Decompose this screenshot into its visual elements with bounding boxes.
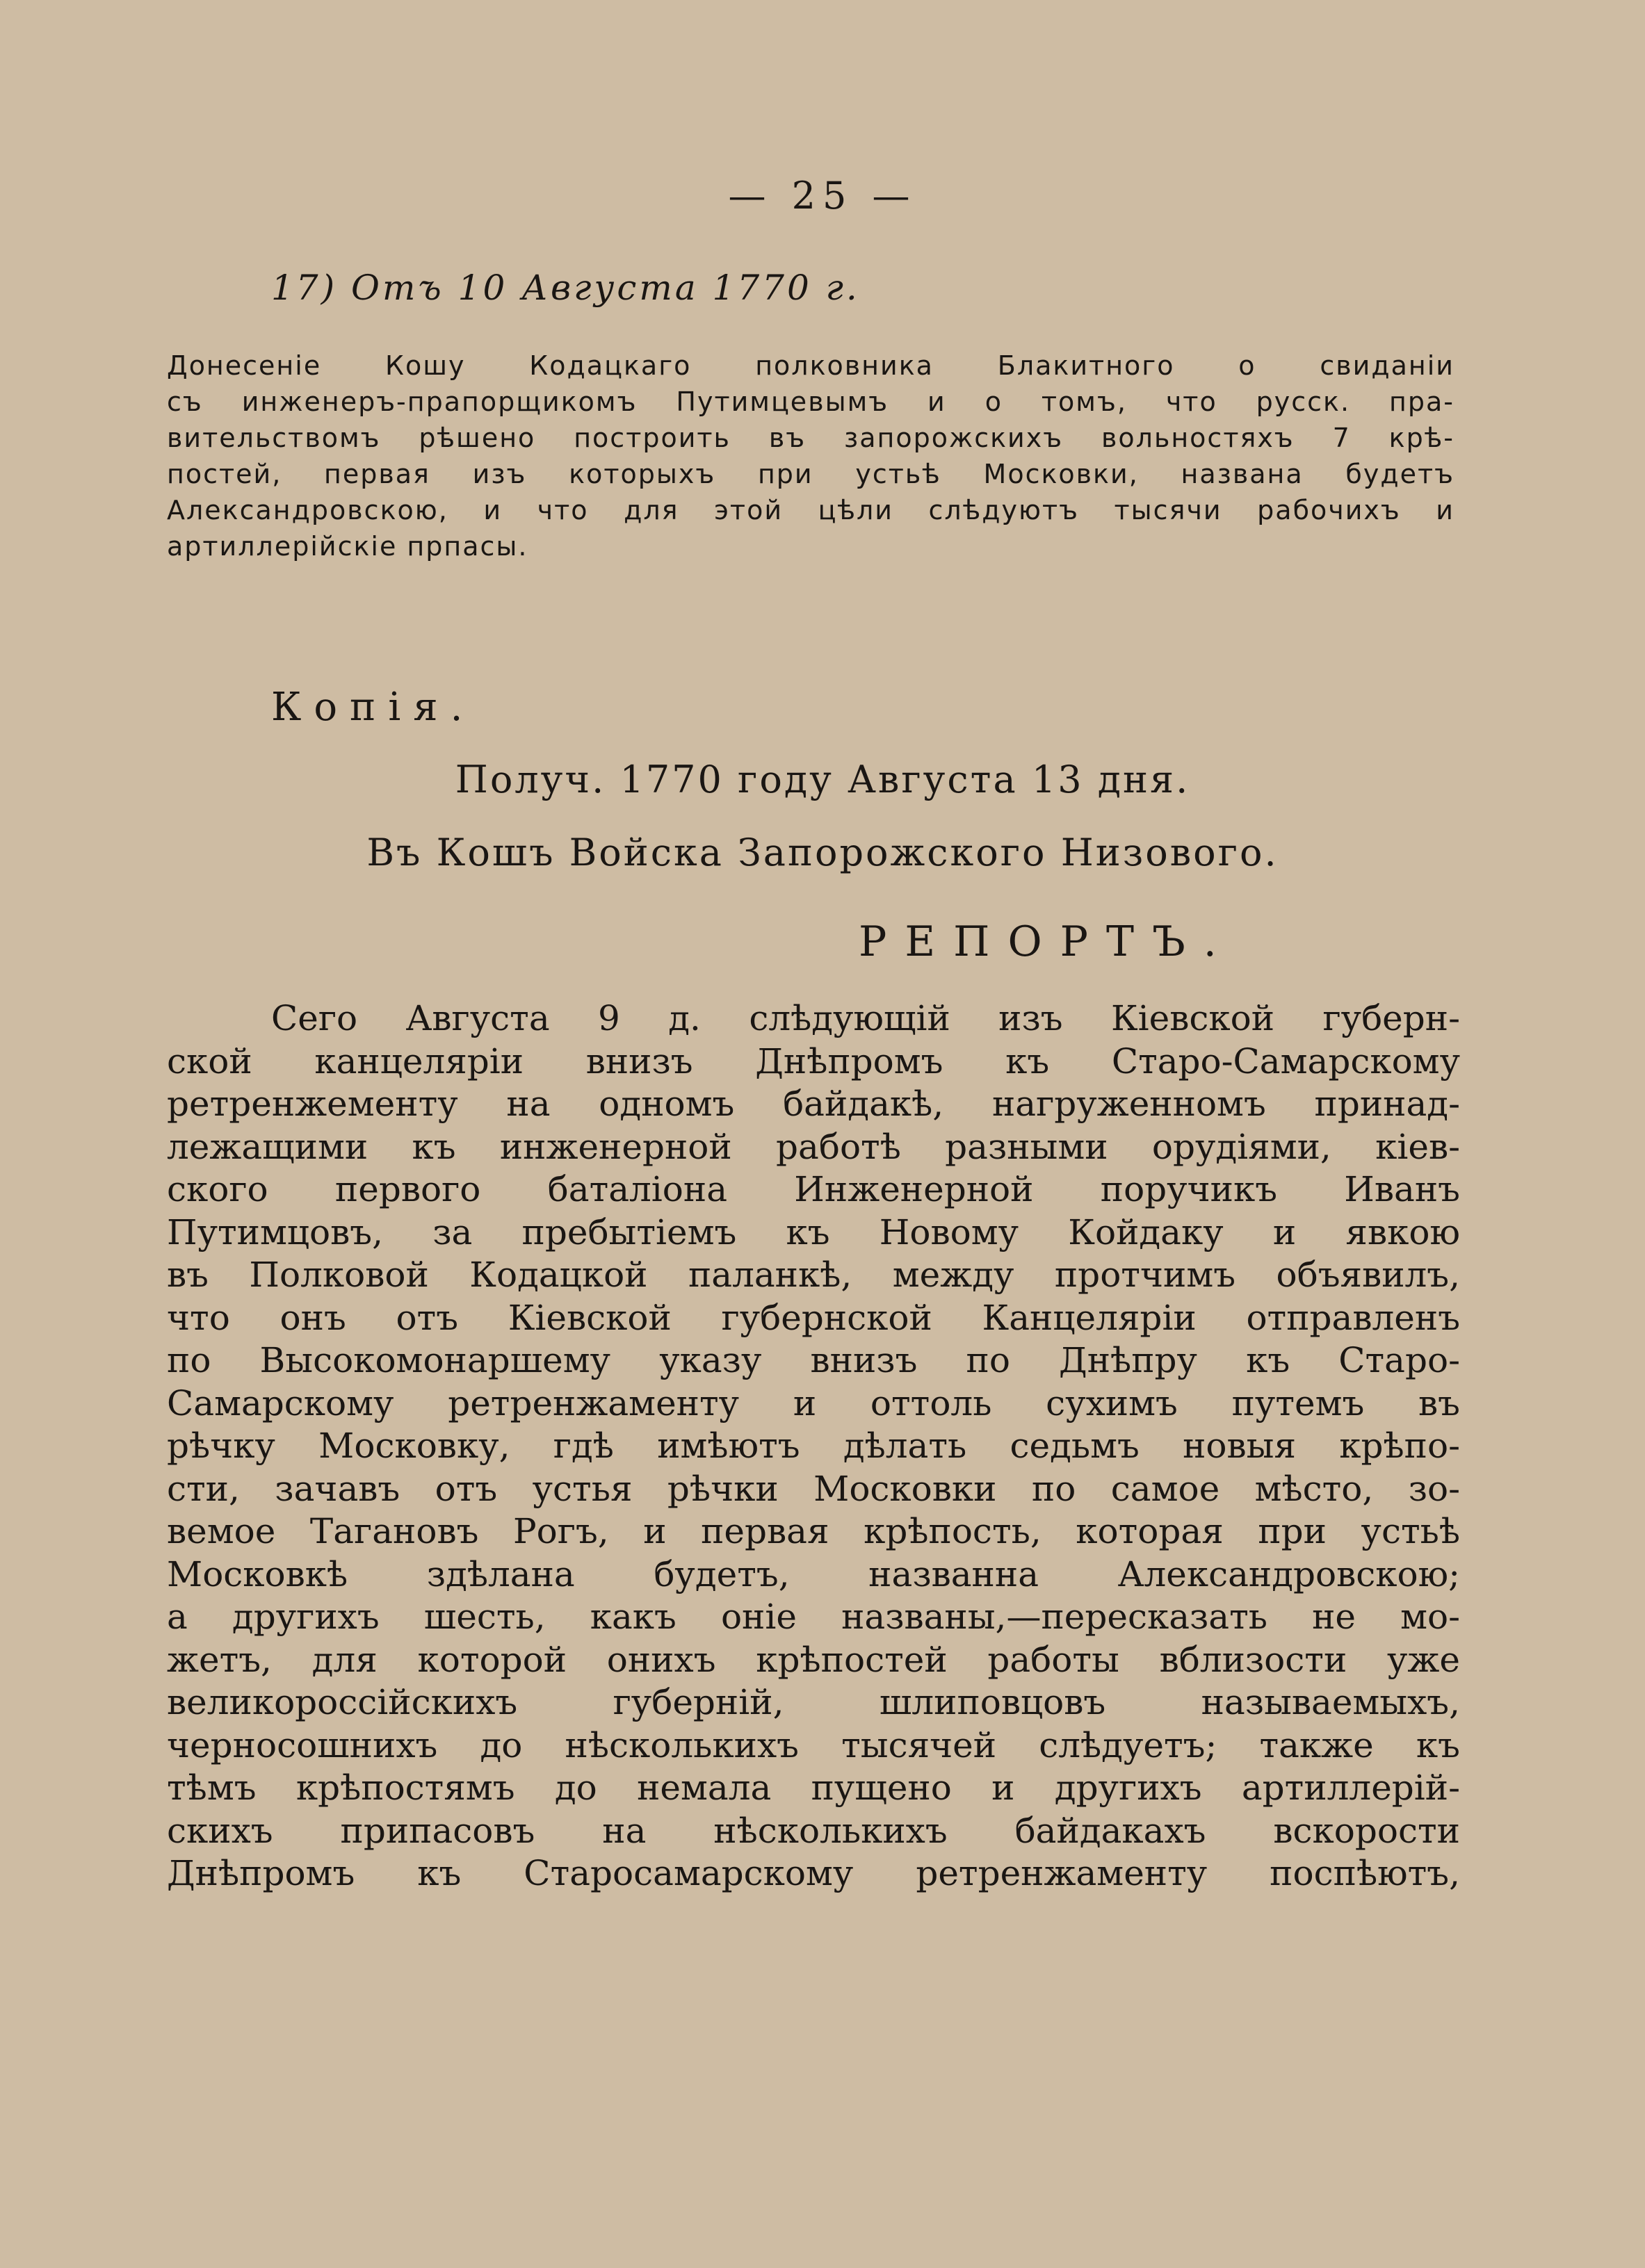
body-line: Самарскому ретренжаменту и оттоль сухимъ путемъ въ (167, 1382, 1460, 1423)
received-date: Получ. 1770 году Августа 13 дня. (455, 758, 1190, 801)
summary-line: постей, первая изъ которыхъ при устьѣ Московки, названа будетъ (167, 459, 1454, 489)
body-line: въ Полковой Кодацкой паланкѣ, между протчимъ объявилъ, (167, 1255, 1460, 1295)
body-line: черносошнихъ до нѣсколькихъ тысячей слѣдуетъ; также къ (167, 1724, 1460, 1765)
body-line: лежащими къ инженерной работѣ разными орудіями, кіев- (167, 1126, 1460, 1167)
document-summary (167, 348, 1454, 564)
report-title: РЕПОРТЪ. (859, 917, 1235, 966)
body-line: Сего Августа 9 д. слѣдующій изъ Кіевской губерн- (271, 998, 1460, 1038)
body-line: скихъ припасовъ на нѣсколькихъ байдакахъ вскорости (167, 1810, 1460, 1851)
addressee: Въ Кошъ Войска Запорожского Низового. (366, 831, 1279, 874)
body-line: сти, зачавъ отъ устья рѣчки Московки по самое мѣсто, зо- (167, 1468, 1460, 1509)
body-line: что онъ отъ Кіевской губернской Канцеляріи отправленъ (167, 1297, 1460, 1338)
body-line: ретренжементу на одномъ байдакѣ, нагруженномъ принад- (167, 1084, 1460, 1124)
report-body (167, 997, 1460, 1895)
body-line: тѣмъ крѣпостямъ до немала пущено и другихъ артиллерій- (167, 1768, 1460, 1808)
copy-label: Копія. (271, 685, 476, 730)
body-line: ской канцеляріи внизъ Днѣпромъ къ Старо-Самарскому (167, 1041, 1460, 1082)
document-heading: 17) Отъ 10 Августа 1770 г. (271, 268, 860, 308)
body-line: Московкѣ здѣлана будетъ, названна Александровскою; (167, 1553, 1460, 1594)
summary-line: Донесеніе Кошу Кодацкаго полковника Блакитного о свиданіи (167, 350, 1454, 381)
summary-line: вительствомъ рѣшено построить въ запорожскихъ вольностяхъ 7 крѣ- (167, 423, 1454, 453)
body-line: по Высокомонаршему указу внизъ по Днѣпру къ Старо- (167, 1340, 1460, 1380)
body-line: жетъ, для которой онихъ крѣпостей работы вблизости уже (167, 1639, 1460, 1680)
summary-line: съ инженеръ-прапорщикомъ Путимцевымъ и о томъ, что русск. пра- (167, 386, 1454, 417)
body-line: вемое Тагановъ Рогъ, и первая крѣпость, которая при устьѣ (167, 1511, 1460, 1551)
body-line: великороссійскихъ губерній, шлиповцовъ называемыхъ, (167, 1682, 1460, 1722)
body-line: Днѣпромъ къ Старосамарскому ретренжаменту поспѣютъ, (167, 1853, 1460, 1893)
summary-line: артиллерійскіе прпасы. (167, 531, 528, 562)
body-line: ского первого баталіона Инженерной поручикъ Иванъ (167, 1169, 1460, 1209)
body-line: Путимцовъ, за пребытіемъ къ Новому Койдаку и явкою (167, 1211, 1460, 1253)
body-line: а другихъ шесть, какъ оніе названы,—пересказать не мо- (167, 1597, 1460, 1637)
summary-line: Александровскою, и что для этой цѣли слѣдуютъ тысячи рабочихъ и (167, 495, 1454, 525)
page-number: — 25 — (728, 174, 917, 218)
body-line: рѣчку Московку, гдѣ имѣютъ дѣлать седьмъ новыя крѣпо- (167, 1426, 1460, 1466)
